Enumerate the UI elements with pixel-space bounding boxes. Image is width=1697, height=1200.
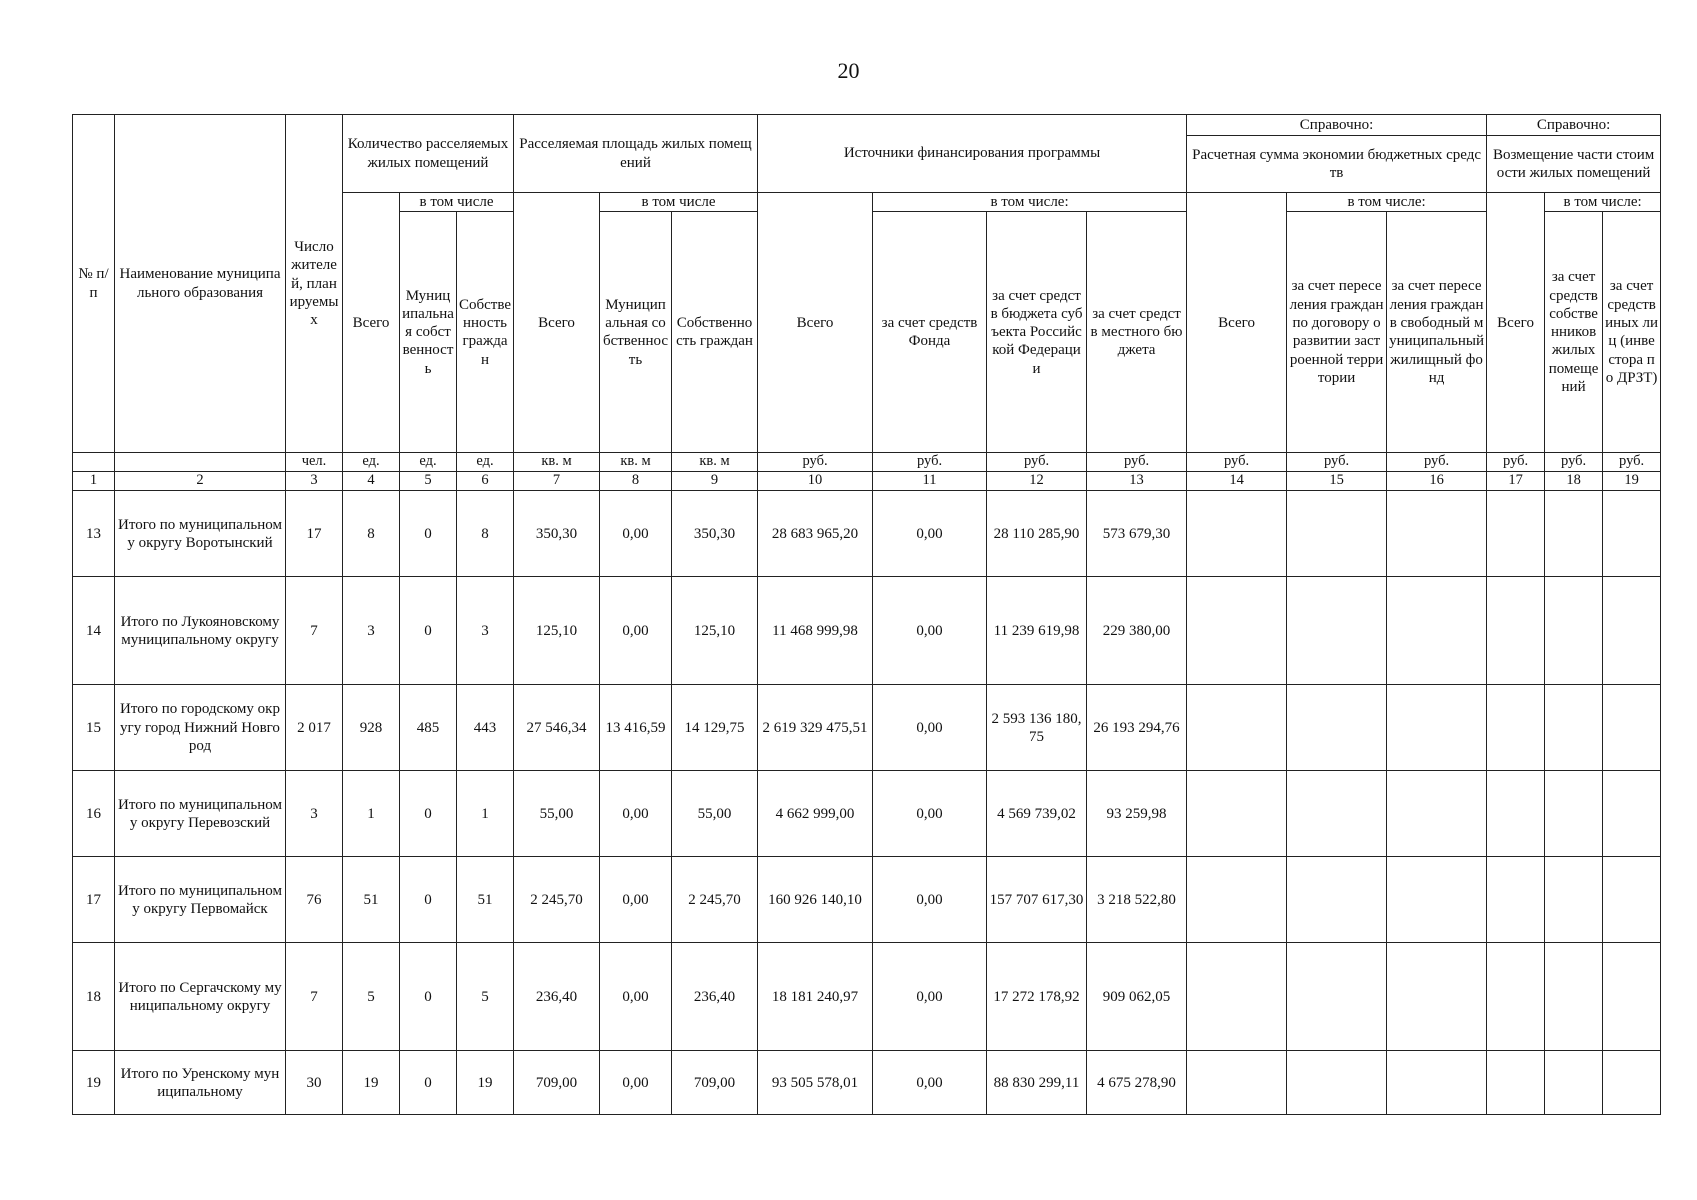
finance-total: 28 683 965,20 [758,491,873,577]
header-fin-fund: за счет средств Фонда [873,212,987,453]
row-number: 18 [73,943,115,1051]
column-number: 5 [400,472,457,491]
row-number: 15 [73,685,115,771]
count-municipal: 0 [400,857,457,943]
finance-total: 18 181 240,97 [758,943,873,1051]
area-total: 125,10 [514,577,600,685]
municipality-name: Итого по муниципальному округу Первомайск [115,857,286,943]
area-private: 14 129,75 [672,685,758,771]
column-number: 3 [286,472,343,491]
area-municipal: 0,00 [600,491,672,577]
empty-reference-cell [1545,771,1603,857]
header-fin-local: за счет средств местного бюджета [1087,212,1187,453]
empty-reference-cell [1187,685,1287,771]
finance-subject: 88 830 299,11 [987,1051,1087,1115]
column-number: 1 [73,472,115,491]
empty-reference-cell [1603,491,1661,577]
count-private: 443 [457,685,514,771]
header-name: Наименование муниципального образования [115,115,286,453]
header-area-group: Расселяемая площадь жилых помещений [514,115,758,193]
count-private: 1 [457,771,514,857]
count-municipal: 485 [400,685,457,771]
unit-cell: руб. [758,453,873,472]
empty-reference-cell [1603,857,1661,943]
count-private: 19 [457,1051,514,1115]
finance-fund: 0,00 [873,771,987,857]
page-number: 20 [837,58,860,83]
units-row [73,453,1661,472]
finance-total: 11 468 999,98 [758,577,873,685]
empty-reference-cell [1287,685,1387,771]
column-number: 4 [343,472,400,491]
count-total: 51 [343,857,400,943]
header-area-total: Всего [514,193,600,453]
empty-reference-cell [1603,685,1661,771]
empty-reference-cell [1487,857,1545,943]
area-total: 2 245,70 [514,857,600,943]
empty-reference-cell [1187,943,1287,1051]
column-number: 19 [1603,472,1661,491]
empty-reference-cell [1387,857,1487,943]
empty-reference-cell [1487,491,1545,577]
count-private: 3 [457,577,514,685]
unit-cell: руб. [1545,453,1603,472]
count-total: 1 [343,771,400,857]
unit-cell: руб. [873,453,987,472]
area-private: 2 245,70 [672,857,758,943]
row-number: 16 [73,771,115,857]
unit-cell: руб. [1087,453,1187,472]
empty-reference-cell [1187,577,1287,685]
table-row [73,857,1661,943]
column-number: 16 [1387,472,1487,491]
area-private: 709,00 [672,1051,758,1115]
count-private: 5 [457,943,514,1051]
header-savings-development: за счет переселения граждан по договору о развитии застроенной территории [1287,212,1387,453]
empty-reference-cell [1287,577,1387,685]
empty-reference-cell [1387,771,1487,857]
unit-cell: руб. [1387,453,1487,472]
resettlement-table [72,114,1661,1115]
municipality-name: Итого по Уренскому муниципальному [115,1051,286,1115]
column-number: 14 [1187,472,1287,491]
column-number: 2 [115,472,286,491]
area-total: 27 546,34 [514,685,600,771]
header-area-private: Собственность граждан [672,212,758,453]
count-total: 5 [343,943,400,1051]
finance-total: 93 505 578,01 [758,1051,873,1115]
count-municipal: 0 [400,943,457,1051]
empty-reference-cell [1387,577,1487,685]
finance-local: 3 218 522,80 [1087,857,1187,943]
residents-count: 17 [286,491,343,577]
empty-reference-cell [1545,1051,1603,1115]
empty-reference-cell [1187,491,1287,577]
residents-count: 7 [286,577,343,685]
area-private: 350,30 [672,491,758,577]
table-row [73,943,1661,1051]
finance-local: 93 259,98 [1087,771,1187,857]
finance-subject: 4 569 739,02 [987,771,1087,857]
count-total: 8 [343,491,400,577]
header-reference-2: Справочно: [1487,115,1661,136]
header-finance-total: Всего [758,193,873,453]
column-number: 11 [873,472,987,491]
empty-reference-cell [1287,1051,1387,1115]
residents-count: 7 [286,943,343,1051]
empty-reference-cell [1603,1051,1661,1115]
finance-fund: 0,00 [873,857,987,943]
empty-reference-cell [1545,943,1603,1051]
area-total: 709,00 [514,1051,600,1115]
empty-reference-cell [1487,685,1545,771]
header-compensation-group: Возмещение части стоимости жилых помещений [1487,136,1661,193]
empty-reference-cell [1487,943,1545,1051]
count-municipal: 0 [400,577,457,685]
header-area-municipal: Муниципальная собственность [600,212,672,453]
finance-fund: 0,00 [873,491,987,577]
column-number: 12 [987,472,1087,491]
finance-total: 4 662 999,00 [758,771,873,857]
header-area-incl: в том числе [600,193,758,212]
municipality-name: Итого по муниципальному округу Воротынский [115,491,286,577]
column-number: 7 [514,472,600,491]
area-municipal: 0,00 [600,771,672,857]
header-count-private: Собственность граждан [457,212,514,453]
unit-cell: руб. [1287,453,1387,472]
unit-cell: кв. м [672,453,758,472]
row-number: 19 [73,1051,115,1115]
empty-reference-cell [1487,1051,1545,1115]
residents-count: 2 017 [286,685,343,771]
area-municipal: 0,00 [600,1051,672,1115]
empty-reference-cell [1187,771,1287,857]
finance-total: 2 619 329 475,51 [758,685,873,771]
column-number: 6 [457,472,514,491]
empty-reference-cell [1187,1051,1287,1115]
header-finance-group: Источники финансирования программы [758,115,1187,193]
header-count-total: Всего [343,193,400,453]
residents-count: 76 [286,857,343,943]
header-savings-free-fund: за счет переселения граждан в свободный муниципальный жилищный фонд [1387,212,1487,453]
header-count-municipal: Муниципальная собственность [400,212,457,453]
table-row [73,771,1661,857]
finance-subject: 28 110 285,90 [987,491,1087,577]
area-municipal: 0,00 [600,857,672,943]
area-municipal: 0,00 [600,943,672,1051]
header-comp-owners: за счет средств собственников жилых помещений [1545,212,1603,453]
header-savings-total: Всего [1187,193,1287,453]
finance-subject: 2 593 136 180,75 [987,685,1087,771]
unit-cell: руб. [987,453,1087,472]
count-municipal: 0 [400,1051,457,1115]
header-comp-other: за счет средств иных лиц (инвестора по ДРЗТ) [1603,212,1661,453]
unit-cell: ед. [457,453,514,472]
unit-cell: ед. [400,453,457,472]
header-finance-incl: в том числе: [873,193,1187,212]
count-total: 3 [343,577,400,685]
empty-reference-cell [1545,491,1603,577]
row-number: 14 [73,577,115,685]
row-number: 17 [73,857,115,943]
count-total: 19 [343,1051,400,1115]
area-private: 236,40 [672,943,758,1051]
empty-reference-cell [1487,771,1545,857]
header-count-group: Количество расселяемых жилых помещений [343,115,514,193]
empty-reference-cell [1545,857,1603,943]
column-number: 8 [600,472,672,491]
empty-reference-cell [1387,943,1487,1051]
column-number: 18 [1545,472,1603,491]
area-total: 350,30 [514,491,600,577]
column-number: 9 [672,472,758,491]
column-number: 17 [1487,472,1545,491]
finance-local: 573 679,30 [1087,491,1187,577]
count-municipal: 0 [400,771,457,857]
finance-local: 909 062,05 [1087,943,1187,1051]
empty-reference-cell [1287,943,1387,1051]
empty-reference-cell [1387,685,1487,771]
finance-local: 26 193 294,76 [1087,685,1187,771]
row-number: 13 [73,491,115,577]
empty-reference-cell [1287,771,1387,857]
finance-subject: 11 239 619,98 [987,577,1087,685]
header-num: № п/п [73,115,115,453]
area-municipal: 13 416,59 [600,685,672,771]
header-reference-1: Справочно: [1187,115,1487,136]
residents-count: 30 [286,1051,343,1115]
empty-reference-cell [1487,577,1545,685]
unit-cell: руб. [1187,453,1287,472]
empty-reference-cell [1545,577,1603,685]
empty-reference-cell [1603,577,1661,685]
finance-local: 229 380,00 [1087,577,1187,685]
column-number: 13 [1087,472,1187,491]
finance-subject: 17 272 178,92 [987,943,1087,1051]
finance-fund: 0,00 [873,943,987,1051]
column-number: 10 [758,472,873,491]
header-savings-group: Расчетная сумма экономии бюджетных средств [1187,136,1487,193]
empty-reference-cell [1287,857,1387,943]
table-row [73,491,1661,577]
count-private: 8 [457,491,514,577]
header-compensation-total: Всего [1487,193,1545,453]
count-private: 51 [457,857,514,943]
unit-cell: руб. [1603,453,1661,472]
empty-reference-cell [1287,491,1387,577]
empty-reference-cell [1545,685,1603,771]
table-row [73,577,1661,685]
finance-fund: 0,00 [873,577,987,685]
header-residents: Число жителей, планируемых [286,115,343,453]
area-total: 236,40 [514,943,600,1051]
unit-cell: руб. [1487,453,1545,472]
empty-reference-cell [1387,1051,1487,1115]
municipality-name: Итого по Сергачскому муниципальному округу [115,943,286,1051]
header-count-incl: в том числе [400,193,514,212]
residents-count: 3 [286,771,343,857]
finance-total: 160 926 140,10 [758,857,873,943]
area-municipal: 0,00 [600,577,672,685]
finance-local: 4 675 278,90 [1087,1051,1187,1115]
header-compensation-incl: в том числе: [1545,193,1661,212]
municipality-name: Итого по муниципальному округу Перевозский [115,771,286,857]
municipality-name: Итого по городскому округу город Нижний Новгород [115,685,286,771]
municipality-name: Итого по Лукояновскому муниципальному округу [115,577,286,685]
finance-subject: 157 707 617,30 [987,857,1087,943]
empty-reference-cell [1187,857,1287,943]
empty-reference-cell [1603,771,1661,857]
empty-reference-cell [1603,943,1661,1051]
unit-cell: кв. м [600,453,672,472]
column-number: 15 [1287,472,1387,491]
header-fin-subject: за счет средств бюджета субъекта Российской Федерации [987,212,1087,453]
empty-reference-cell [1387,491,1487,577]
area-total: 55,00 [514,771,600,857]
unit-cell: чел. [286,453,343,472]
column-number-row [73,472,1661,491]
finance-fund: 0,00 [873,1051,987,1115]
finance-fund: 0,00 [873,685,987,771]
area-private: 55,00 [672,771,758,857]
count-total: 928 [343,685,400,771]
unit-cell: ед. [343,453,400,472]
table-row [73,1051,1661,1115]
count-municipal: 0 [400,491,457,577]
header-savings-incl: в том числе: [1287,193,1487,212]
area-private: 125,10 [672,577,758,685]
unit-cell: кв. м [514,453,600,472]
table-row [73,685,1661,771]
